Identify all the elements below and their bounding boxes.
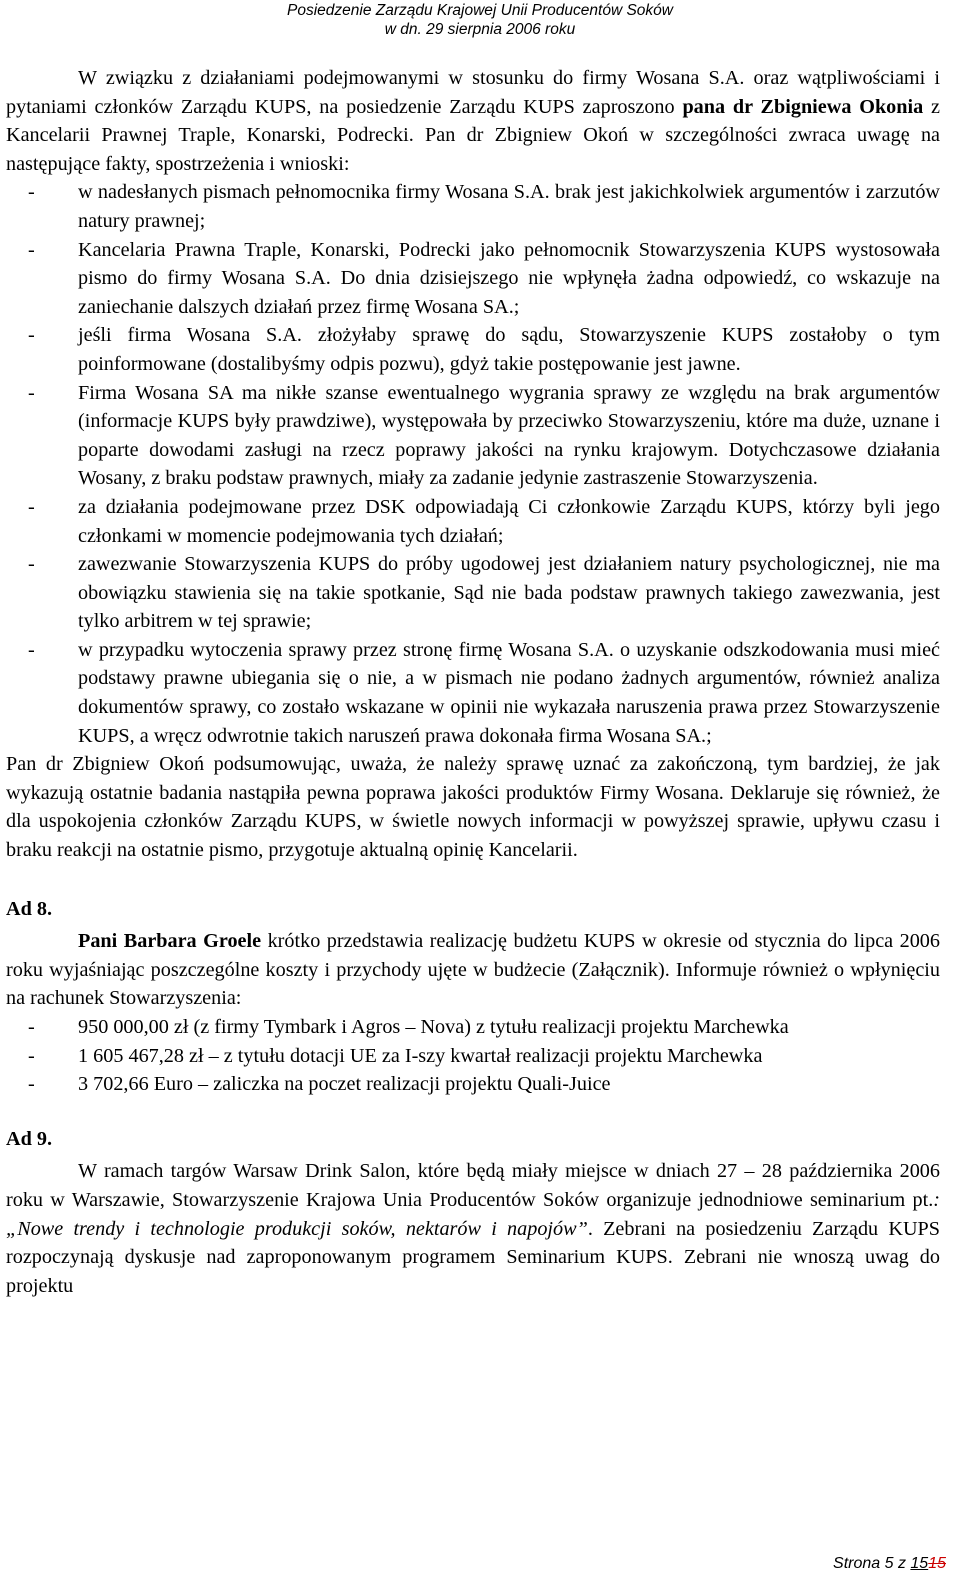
dash-bullet: - — [28, 1044, 35, 1067]
list-item — [6, 379, 940, 493]
dash-bullet: - — [28, 1016, 35, 1038]
intro-paragraph — [6, 64, 940, 178]
list-item-text: Kancelaria Prawna Traple, Konarski, Podrecki jako pełnomocnik Stowarzyszenia KUPS wystosowała pismo do firmy Wosana S.A. Do dnia dzisiejszego nie wpłynęła żadna odpowiedź, co wskazuje na zaniechanie dalszych działań przez firmę Wosana SA.; — [78, 238, 940, 318]
list-item-text: jeśli firma Wosana S.A. złożyłaby sprawę do sądu, Stowarzyszenie KUPS zostałoby o tym poinformowane (dostalibyśmy odpis pozwu), gdyż takie postępowanie jest jawne. — [78, 324, 940, 375]
list-item-text: 1 605 467,28 zł – z tytułu dotacji UE za I-szy kwartał realizacji projektu Marchewka — [78, 1044, 763, 1067]
page-number — [833, 1555, 946, 1573]
ad9-heading: Ad 9. — [6, 1127, 52, 1150]
list-item — [6, 636, 940, 750]
list-item-text: Firma Wosana SA ma nikłe szanse ewentualnego wygrania sprawy ze względu na brak argumentów (informacje KUPS były prawdziwe), występowała by przeciwko Stowarzyszeniu, które ma duże, uznane i poparte dowodami zasługi na rzecz poprawy jakości na rynku krajowym. Dotychczasowe działania Wosany, z braku podstaw prawnych, miały za zadanie jedynie zastraszenie Stowarzyszenia. — [78, 381, 940, 490]
list-item-text: zawezwanie Stowarzyszenia KUPS do próby ugodowej jest działaniem natury psychologicznej, nie ma obowiązku stawienia się na takie spotkanie, Sąd nie bada podstaw prawnych takiego zawezwania, jest tylko arbitrem w tej sprawie; — [78, 553, 940, 633]
header-date: w dn. 29 sierpnia 2006 roku — [384, 21, 576, 38]
list-item — [6, 1013, 940, 1042]
intro-text-1: W związku z działaniami podejmowanymi w stosunku do firmy Wosana S.A. oraz wątpliwościami i pytaniami członków Zarządu KUPS, na posiedzenie Zarządu KUPS zaproszono — [6, 67, 940, 118]
dash-bullet: - — [28, 181, 35, 204]
list-item — [6, 1042, 940, 1071]
payments-list — [6, 1013, 940, 1099]
page-total-deleted: 15 — [928, 1555, 946, 1572]
list-item — [6, 321, 940, 378]
dash-bullet: - — [28, 638, 35, 661]
document-body — [6, 64, 940, 1300]
ad9-paragraph — [6, 1157, 940, 1300]
dash-bullet: - — [28, 381, 35, 404]
list-item — [6, 493, 940, 550]
ad9-text-2: . Zebrani na posiedzeniu Zarządu KUPS rozpoczynają dyskusje nad zaproponowanym programem Seminarium KUPS. Zebrani nie wnoszą uwag do projektu — [6, 1217, 940, 1297]
dash-bullet: - — [28, 553, 35, 576]
intro-text-2: z Kancelarii Prawnej Traple, Konarski, Podrecki. Pan dr Zbigniew Okoń w szczególności zwraca uwagę na następujące fakty, spostrzeżenia i wnioski: — [6, 95, 940, 175]
list-item — [6, 550, 940, 636]
list-item-text: w przypadku wytoczenia sprawy przez stronę firmę Wosana S.A. o uzyskanie odszkodowania musi mieć podstawy prawne ubiegania się o nie, a w pismach nie podano żadnych argumentów, również analiza dokumentów sprawy, co zostało wskazane w opinii nie wykazała naruszenia prawa przez Stowarzyszenie KUPS, a wręcz odwrotnie takich naruszeń prawa dokonała firma Wosana SA.; — [78, 638, 940, 747]
seminar-title: : „Nowe trendy i technologie produkcji soków, nektarów i napojów” — [6, 1188, 940, 1240]
list-item — [6, 178, 940, 235]
ad8-heading: Ad 8. — [6, 897, 52, 920]
summary-paragraph: Pan dr Zbigniew Okoń podsumowując, uważa, że należy sprawę uznać za zakończoną, tym bardziej, że jak wykazują ostatnie badania nastąpiła pewna poprawa jakości produktów Firmy Wosana. Deklaruje się również, że dla uspokojenia członków Zarządu KUPS, w świetle nowych informacji w powyższej sprawie, upływu czasu i braku reakcji na ostatnie pismo, przygotuje aktualną opinię Kancelarii. — [6, 753, 940, 862]
list-item-text: w nadesłanych pismach pełnomocnika firmy Wosana S.A. brak jest jakichkolwiek argumentów i zarzutów natury prawnej; — [78, 181, 940, 232]
presenter-name: Pani Barbara Groele — [78, 930, 262, 953]
dash-bullet: - — [28, 238, 35, 261]
findings-list — [6, 178, 940, 750]
list-item-text: 3 702,66 Euro – zaliczka na poczet realizacji projektu Quali-Juice — [78, 1073, 611, 1096]
ad8-text: krótko przedstawia realizację budżetu KUPS w okresie od stycznia do lipca 2006 roku wyjaśniając poszczególne koszty i przychody ujęte w budżecie (Załącznik). Informuje również o wpłynięciu na rachunek Stowarzyszenia: — [6, 930, 940, 1010]
guest-name: pana dr Zbigniewa Okonia — [682, 95, 924, 118]
dash-bullet: - — [28, 495, 35, 518]
page-number-prefix: Strona 5 z — [833, 1555, 911, 1572]
dash-bullet: - — [28, 324, 35, 347]
ad9-text-1: W ramach targów Warsaw Drink Salon, które będą miały miejsce w dniach 27 – 28 października 2006 roku w Warszawie, Stowarzyszenie Krajowa Unia Producentów Soków organizuje jednodniowe seminarium pt. — [6, 1160, 940, 1211]
dash-bullet: - — [28, 1073, 35, 1096]
ad8-paragraph — [6, 927, 940, 1013]
list-item-text: 950 000,00 zł (z firmy Tymbark i Agros – Nova) z tytułu realizacji projektu Marchewka — [78, 1016, 789, 1038]
list-item-text: za działania podejmowane przez DSK odpowiadają Ci członkowie Zarządu KUPS, którzy byli jego członkami w momencie podejmowania tych działań; — [78, 495, 940, 547]
page-total-inserted: 15 — [910, 1555, 929, 1572]
list-item — [6, 1070, 940, 1099]
list-item — [6, 236, 940, 322]
header-title: Posiedzenie Zarządu Krajowej Unii Producentów Soków — [287, 2, 673, 19]
